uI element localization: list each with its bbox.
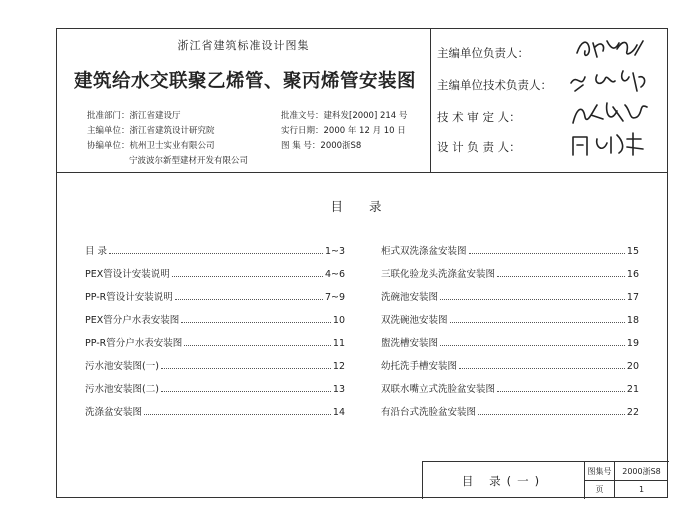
series-name: 浙江省建筑标准设计图集 xyxy=(177,39,310,52)
toc-entry-title: 三联化验龙头洗涤盆安装图 xyxy=(381,269,496,280)
atlas-no-label: 图 集 号： xyxy=(281,141,321,151)
toc-entry[interactable] xyxy=(381,289,639,303)
header-left-panel xyxy=(57,29,431,172)
toc-entry[interactable] xyxy=(381,243,639,257)
toc-entry-title: 幼托洗手槽安装图 xyxy=(381,361,458,372)
approval-dept-label: 批准部门： xyxy=(87,111,130,121)
toc-entry-page: 10 xyxy=(332,315,345,326)
toc-entry[interactable] xyxy=(85,243,345,257)
leader-dots xyxy=(497,276,625,277)
toc-entry-title: 洗碗池安装图 xyxy=(381,292,439,303)
resp-row-tech xyxy=(437,77,552,99)
chief-unit-label: 主编单位： xyxy=(87,126,130,136)
toc-entry-page: 15 xyxy=(626,246,639,257)
resp-label-review: 技 术 审 定 人： xyxy=(437,110,521,124)
effective-date: 2000 年 12 月 10 日 xyxy=(323,126,406,136)
leader-dots xyxy=(161,391,331,392)
signature-review xyxy=(567,97,667,129)
resp-row-chief xyxy=(437,45,529,67)
sheet-title: 目 录(一) xyxy=(423,462,585,499)
toc-entry-page: 20 xyxy=(626,361,639,372)
toc-entry[interactable] xyxy=(85,266,345,280)
toc-entry-page: 16 xyxy=(626,269,639,280)
signature-chief xyxy=(567,33,667,65)
toc-entry[interactable] xyxy=(85,381,345,395)
leader-dots xyxy=(161,368,331,369)
signature-design xyxy=(567,127,667,159)
atlas-no-cell: 2000浙S8 xyxy=(615,462,668,481)
toc-entry-page: 4~6 xyxy=(324,269,345,280)
responsibles-panel xyxy=(431,29,669,172)
toc-entry-page: 7~9 xyxy=(324,292,345,303)
toc-entry[interactable] xyxy=(381,312,639,326)
publication-info xyxy=(87,109,248,169)
toc-entry[interactable] xyxy=(85,404,345,418)
toc-entry-title: 目 录 xyxy=(85,246,108,257)
title-block xyxy=(422,461,669,499)
toc-entry-title: 污水池安装图(二) xyxy=(85,384,159,395)
toc-entry-page: 17 xyxy=(626,292,639,303)
signature-tech xyxy=(567,65,667,97)
toc-entry[interactable] xyxy=(85,312,345,326)
drawing-frame xyxy=(56,28,668,498)
approval-no-label: 批准文号： xyxy=(281,111,324,121)
leader-dots xyxy=(172,276,323,277)
toc-entry-title: PP-R管设计安装说明 xyxy=(85,292,173,303)
co-unit-1: 杭州卫士实业有限公司 xyxy=(129,141,215,151)
leader-dots xyxy=(450,322,625,323)
leader-dots xyxy=(459,368,625,369)
resp-row-review xyxy=(437,109,521,131)
toc-entry-title: 柜式双洗涤盆安装图 xyxy=(381,246,467,257)
toc-entry-page: 18 xyxy=(626,315,639,326)
toc-entry[interactable] xyxy=(381,266,639,280)
cover-header xyxy=(57,29,667,173)
leader-dots xyxy=(469,253,625,254)
toc-entry[interactable] xyxy=(381,404,639,418)
toc-entry-title: PP-R管分户水表安装图 xyxy=(85,338,183,349)
leader-dots xyxy=(184,345,331,346)
toc-entry[interactable] xyxy=(85,358,345,372)
toc-entry[interactable] xyxy=(85,289,345,303)
toc-entry-title: PEX管分户水表安装图 xyxy=(85,315,180,326)
leader-dots xyxy=(478,414,625,415)
toc-entry-page: 22 xyxy=(626,407,639,418)
toc-entry[interactable] xyxy=(381,335,639,349)
toc-entry-title: 盥洗槽安装图 xyxy=(381,338,439,349)
page-cell-label: 页 xyxy=(585,481,615,498)
toc-heading: 目录 xyxy=(330,199,408,214)
toc-entry-page: 12 xyxy=(332,361,345,372)
toc-entry-page: 21 xyxy=(626,384,639,395)
co-unit-label: 协编单位： xyxy=(87,141,130,151)
co-unit-2: 宁波波尔新型建材开发有限公司 xyxy=(129,156,249,166)
leader-dots xyxy=(497,391,625,392)
toc-entry-title: 污水池安装图(一) xyxy=(85,361,159,372)
leader-dots xyxy=(181,322,331,323)
toc-entry-page: 14 xyxy=(332,407,345,418)
effective-date-label: 实行日期： xyxy=(281,126,324,136)
toc-entry-title: PEX管设计安装说明 xyxy=(85,269,170,280)
toc-entry-page: 13 xyxy=(332,384,345,395)
toc-entry-title: 双洗碗池安装图 xyxy=(381,315,448,326)
leader-dots xyxy=(109,253,323,254)
approval-no: 建科发[2000] 214 号 xyxy=(323,111,408,121)
approval-dept: 浙江省建设厅 xyxy=(129,111,181,121)
leader-dots xyxy=(440,345,625,346)
resp-label-tech: 主编单位技术负责人： xyxy=(437,78,552,92)
chief-unit: 浙江省建筑设计研究院 xyxy=(129,126,215,136)
leader-dots xyxy=(144,414,331,415)
toc-entry-page: 1~3 xyxy=(324,246,345,257)
toc-entry-title: 洗涤盆安装图 xyxy=(85,407,143,418)
toc-entry[interactable] xyxy=(85,335,345,349)
toc-entry[interactable] xyxy=(381,381,639,395)
leader-dots xyxy=(175,299,323,300)
resp-row-design xyxy=(437,139,521,161)
resp-label-design: 设 计 负 责 人： xyxy=(437,140,521,154)
leader-dots xyxy=(440,299,625,300)
page-number: 1 xyxy=(638,485,645,494)
approval-info xyxy=(281,109,407,154)
toc-entry-title: 有沿台式洗脸盆安装图 xyxy=(381,407,477,418)
toc-entry[interactable] xyxy=(381,358,639,372)
page-title: 建筑给水交联聚乙烯管、聚丙烯管安装图 xyxy=(73,71,416,92)
toc-entry-page: 11 xyxy=(332,338,345,349)
toc-entry-page: 19 xyxy=(626,338,639,349)
toc-entry-title: 双联水嘴立式洗脸盆安装图 xyxy=(381,384,496,395)
resp-label-chief: 主编单位负责人： xyxy=(437,46,529,60)
atlas-no: 2000浙S8 xyxy=(320,141,362,151)
atlas-no-cell-label: 图集号 xyxy=(585,462,615,481)
